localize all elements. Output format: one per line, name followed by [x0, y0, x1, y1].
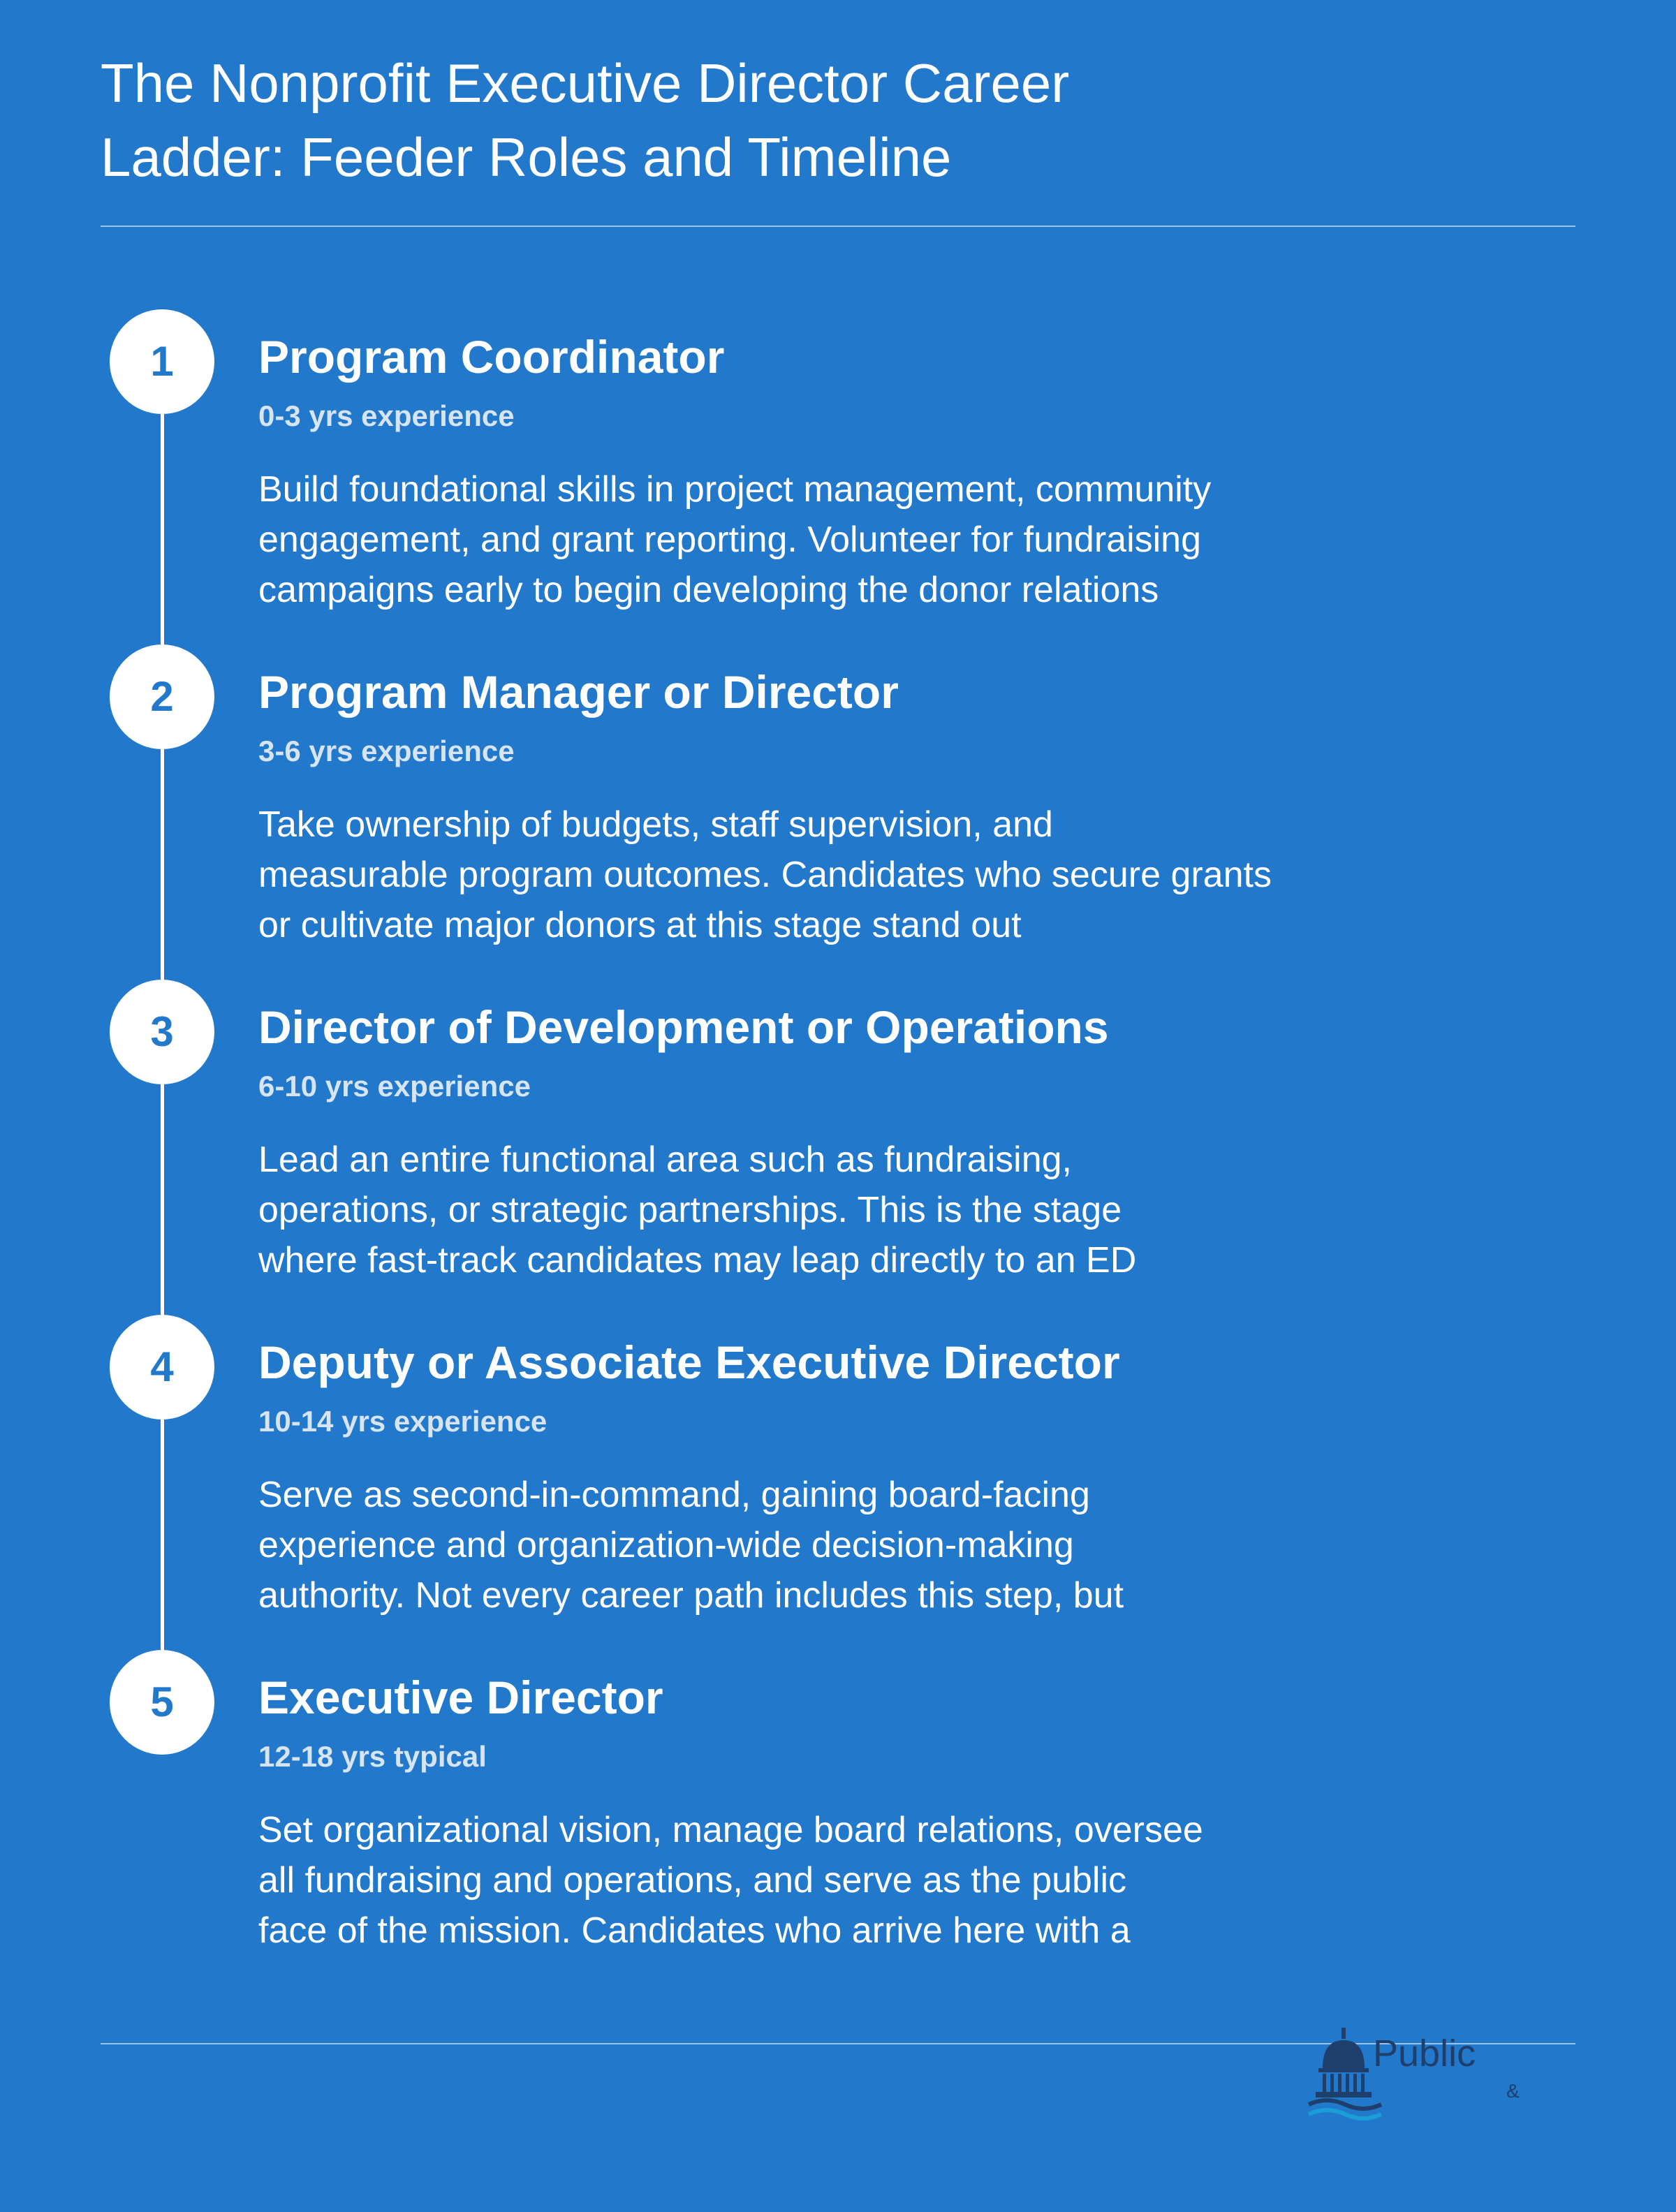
step-description-line: or cultivate major donors at this stage stand out — [258, 905, 1022, 945]
step-description-line: engagement, and grant reporting. Volunteer for fundraising — [258, 519, 1202, 560]
step-description-line: operations, or strategic partnerships. This is the stage — [258, 1190, 1122, 1230]
logo-ampersand: & — [1506, 2080, 1520, 2102]
step-number-badge: 5 — [110, 1650, 214, 1755]
step-title: Program Manager or Director — [258, 666, 899, 718]
step-description-line: Take ownership of budgets, staff supervision, and — [258, 804, 1053, 845]
page-title-line: The Nonprofit Executive Director Career — [101, 52, 1070, 114]
step-experience: 10-14 yrs experience — [258, 1405, 547, 1438]
step-title: Executive Director — [258, 1672, 663, 1723]
step-description-line: Set organizational vision, manage board relations, oversee — [258, 1810, 1203, 1850]
page-title-line: Ladder: Feeder Roles and Timeline — [101, 126, 952, 188]
step-title: Director of Development or Operations — [258, 1001, 1109, 1053]
step-experience: 6-10 yrs experience — [258, 1070, 531, 1103]
step-number-badge: 3 — [110, 980, 214, 1084]
step-description-line: Serve as second-in-command, gaining board-facing — [258, 1475, 1090, 1515]
step-description-line: Lead an entire functional area such as fundraising, — [258, 1140, 1072, 1180]
step-description — [258, 1805, 1446, 1956]
step-experience: 0-3 yrs experience — [258, 399, 515, 432]
step-description-line: experience and organization-wide decision-making — [258, 1525, 1074, 1565]
step-number-badge: 4 — [110, 1315, 214, 1420]
step-description — [258, 464, 1446, 615]
step-number-badge: 2 — [110, 644, 214, 749]
step-description — [258, 1470, 1446, 1621]
publisher-logo — [1307, 2025, 1573, 2130]
step-description — [258, 799, 1446, 950]
step-number-badge: 1 — [110, 309, 214, 414]
step-experience: 12-18 yrs typical — [258, 1740, 487, 1773]
page-title — [101, 46, 1427, 194]
step-description-line: campaigns early to begin developing the donor relations — [258, 570, 1159, 610]
step-description-line: authority. Not every career path includes this step, but — [258, 1575, 1124, 1616]
step-description-line: measurable program outcomes. Candidates who secure grants — [258, 855, 1272, 895]
top-divider — [101, 226, 1575, 227]
step-title: Deputy or Associate Executive Director — [258, 1336, 1120, 1388]
step-description-line: Build foundational skills in project management, community — [258, 469, 1212, 510]
logo-wordmark: Public — [1373, 2033, 1476, 2074]
step-description-line: face of the mission. Candidates who arrive here with a — [258, 1910, 1131, 1951]
step-title: Program Coordinator — [258, 331, 725, 383]
step-description-line: all fundraising and operations, and serve as the public — [258, 1860, 1127, 1901]
step-description — [258, 1135, 1446, 1285]
step-description-line: where fast-track candidates may leap directly to an ED — [258, 1240, 1137, 1281]
step-experience: 3-6 yrs experience — [258, 735, 515, 767]
